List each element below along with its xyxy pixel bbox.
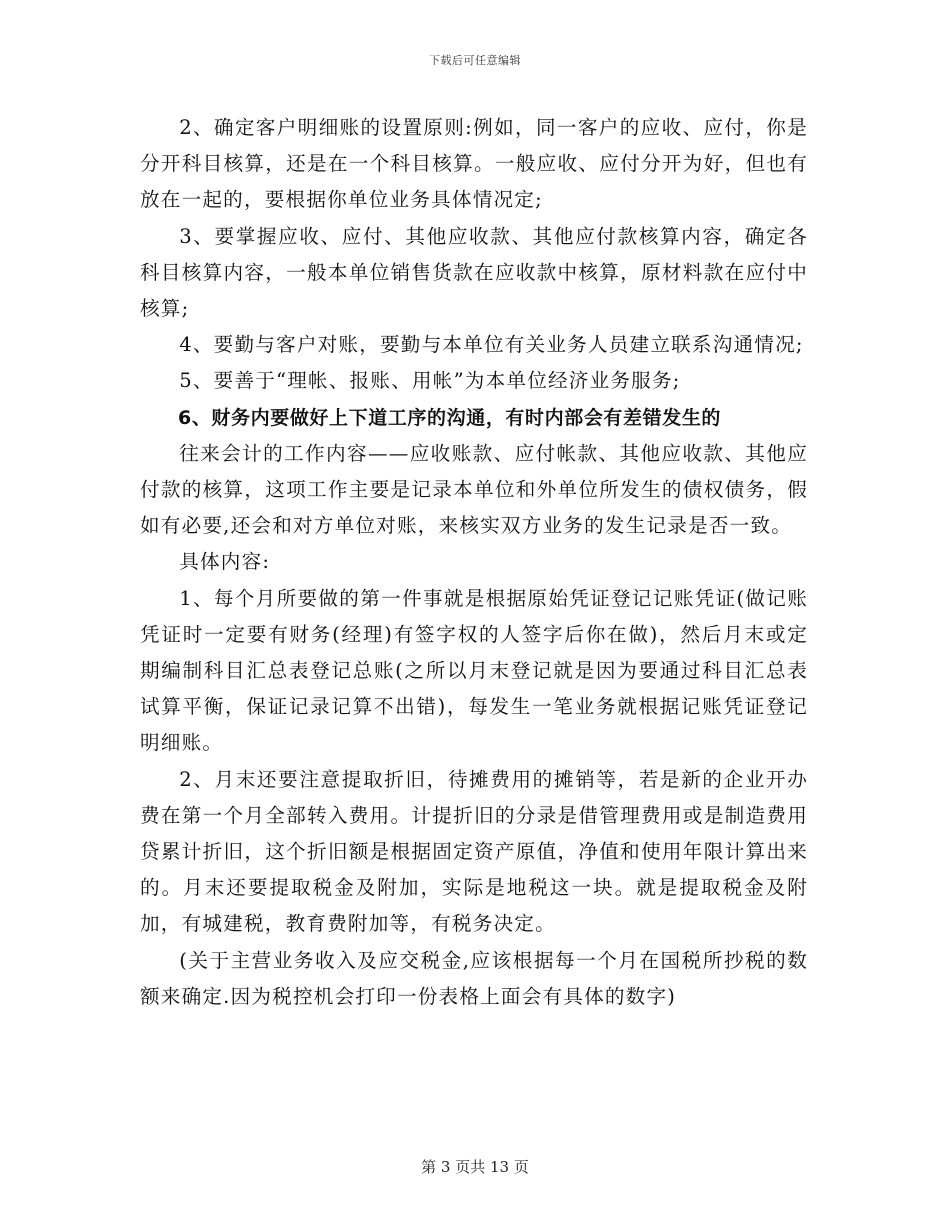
paragraph-depreciation: 2、月末还要注意提取折旧，待摊费用的摊销等，若是新的企业开办费在第一个月全部转入费用。计提折旧的分录是借管理费用或是制造费用贷累计折旧，这个折旧额是根据固定资产原值，净值和使用年限计算出来的。月末还要提取税金及附加，实际是地税这一块。就是提取税金及附加，有城建税，教育费附加等，有税务决定。 — [140, 767, 808, 936]
document-body — [140, 110, 808, 1015]
paragraph-customer-ledger-principle: 2、确定客户明细账的设置原则:例如，同一客户的应收、应付，你是分开科目核算，还是在一个科目核算。一般应收、应付分开为好，但也有放在一起的，要根据你单位业务具体情况定; — [140, 116, 808, 212]
paragraph-work-content: 往来会计的工作内容——应收账款、应付帐款、其他应收款、其他应付款的核算，这项工作主要是记录本单位和外单位所发生的债权债务，假如有必要,还会和对方单位对账，来核实双方业务的发生记录是否一致。 — [140, 441, 808, 538]
page-header: 下载后可任意编辑 — [429, 54, 521, 67]
paragraph-monthly-vouchers: 1、每个月所要做的第一件事就是根据原始凭证登记记账凭证(做记账凭证时一定要有财务(经理)有签字权的人签字后你在做)，然后月末或定期编制科目汇总表登记总账(之所以月末登记就是因为要通过科目汇总表试算平衡，保证记录记算不出错)，每发生一笔业务就根据记账凭证登记明细账。 — [140, 586, 808, 755]
paragraph-accounting-content: 3、要掌握应收、应付、其他应收款、其他应付款核算内容，确定各科目核算内容，一般本单位销售货款在应收款中核算，原材料款在应付中核算; — [140, 224, 808, 321]
paragraph-specific-content-heading: 具体内容: — [179, 550, 271, 574]
paragraph-internal-communication: 6、财务内要做好上下道工序的沟通，有时内部会有差错发生的 — [178, 406, 722, 429]
page-number: 第 3 页共 13 页 — [421, 1158, 529, 1176]
paragraph-tax-note: (关于主营业务收入及应交税金,应该根据每一个月在国税所抄税的数额来确定.因为税控机会打印一份表格上面会有具体的数字) — [140, 948, 808, 1008]
paragraph-service: 5、要善于“理帐、报账、用帐”为本单位经济业务服务; — [179, 369, 681, 393]
paragraph-reconciliation: 4、要勤与客户对账，要勤与本单位有关业务人员建立联系沟通情况; — [179, 333, 804, 357]
